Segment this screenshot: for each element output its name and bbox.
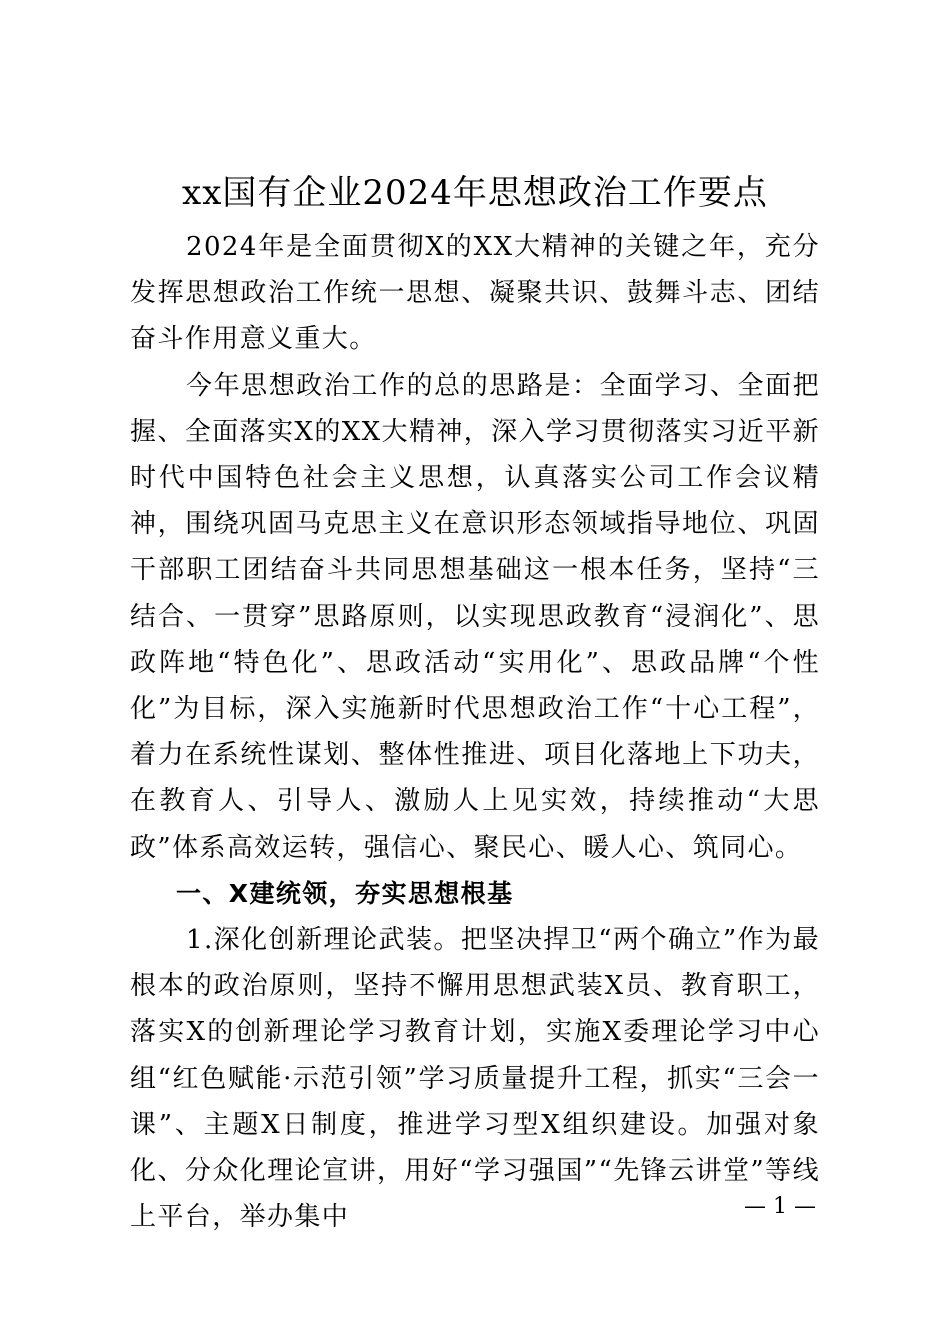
intro-paragraph: 2024年是全面贯彻X的XX大精神的关键之年，充分发挥思想政治工作统一思想、凝聚共识、鼓舞斗志、团结奋斗作用意义重大。 xyxy=(130,232,820,355)
section-heading: 一、X建统领，夯实思想根基 xyxy=(176,878,514,908)
document-title: xx国有企业2024年思想政治工作要点 xyxy=(182,173,768,213)
section-item-paragraph: 1.深化创新理论武装。把坚决捍卫“两个确立”作为最根本的政治原则，坚持不懈用思想武装X员、教育职工，落实X的创新理论学习教育计划，实施X委理论学习中心组“红色赋能·示范引领”学习质量提升工程，抓实“三会一课”、主题X日制度，推进学习型X组织建设。加强对象化、分众化理论宣讲，用好“学习强国”“先锋云讲堂”等线上平台，举办集中 xyxy=(130,925,820,1233)
document-body xyxy=(130,224,820,1240)
page-number: — 1 — xyxy=(744,1194,816,1219)
general-approach-paragraph: 今年思想政治工作的总的思路是：全面学习、全面把握、全面落实X的XX大精神，深入学习贯彻落实习近平新时代中国特色社会主义思想，认真落实公司工作会议精神，围绕巩固马克思主义在意识形态领域指导地位、巩固干部职工团结奋斗共同思想基础这一根本任务，坚持“三结合、一贯穿”思路原则，以实现思政教育“浸润化”、思政阵地“特色化”、思政活动“实用化”、思政品牌“个性化”为目标，深入实施新时代思想政治工作“十心工程”，着力在系统性谋划、整体性推进、项目化落地上下功夫，在教育人、引导人、激励人上见实效，持续推动“大思政”体系高效运转，强信心、聚民心、暖人心、筑同心。 xyxy=(130,370,820,863)
